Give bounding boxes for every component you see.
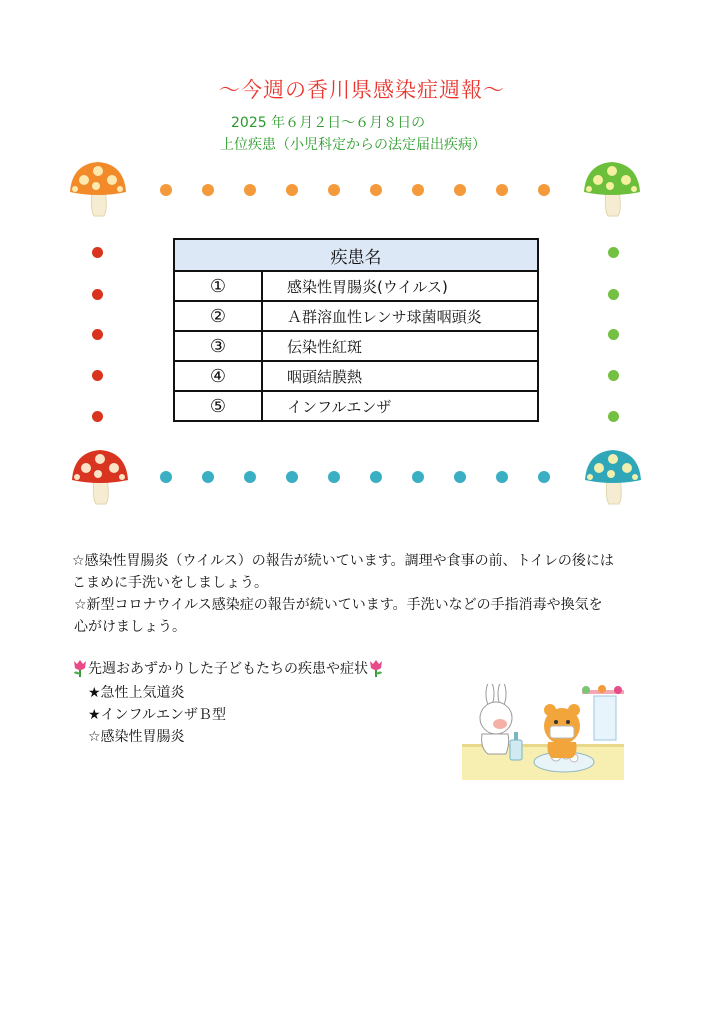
disease-ranking-table	[173, 238, 539, 422]
childcare-heading-text: 先週おあずかりした子どもたちの疾患や症状	[88, 661, 368, 677]
disease-name-cell: 咽頭結膜熱	[262, 361, 538, 391]
rank-cell: ②	[174, 301, 262, 331]
disease-name-cell: Ａ群溶血性レンサ球菌咽頭炎	[262, 301, 538, 331]
decorative-dot	[92, 329, 103, 340]
decorative-dot	[608, 370, 619, 381]
note-line: 心がけましょう。	[74, 619, 186, 635]
note-line: ☆感染性胃腸炎（ウイルス）の報告が続いています。調理や食事の前、トイレの後には	[72, 553, 614, 569]
table-header: 疾患名	[174, 239, 538, 271]
tulip-icon	[72, 659, 88, 677]
mushroom-icon	[583, 448, 643, 506]
decorative-dot	[328, 471, 340, 483]
table-row	[174, 391, 538, 421]
decorative-dot	[286, 471, 298, 483]
decorative-dot	[608, 289, 619, 300]
decorative-dot	[454, 471, 466, 483]
decorative-dot	[538, 184, 550, 196]
date-range: 2025 年６月２日～６月８日の	[231, 115, 426, 131]
list-item: ★急性上気道炎	[88, 685, 185, 701]
table-row	[174, 271, 538, 301]
decorative-dot	[412, 471, 424, 483]
list-item: ★インフルエンザＢ型	[88, 707, 226, 723]
page-title: ～今週の香川県感染症週報～	[219, 78, 505, 102]
decorative-dot	[328, 184, 340, 196]
tulip-icon	[368, 659, 384, 677]
decorative-dot	[454, 184, 466, 196]
decorative-dot	[202, 184, 214, 196]
decorative-dot	[538, 471, 550, 483]
decorative-dot	[244, 184, 256, 196]
disease-name-cell: インフルエンザ	[262, 391, 538, 421]
mushroom-icon	[582, 160, 642, 218]
mushroom-icon	[68, 160, 128, 218]
decorative-dot	[608, 411, 619, 422]
decorative-dot	[608, 329, 619, 340]
rank-cell: ③	[174, 331, 262, 361]
note-line: こまめに手洗いをしましょう。	[72, 575, 268, 591]
decorative-dot	[92, 370, 103, 381]
childcare-heading	[72, 658, 384, 678]
rank-cell: ⑤	[174, 391, 262, 421]
report-description: 上位疾患（小児科定からの法定届出疾病）	[220, 137, 486, 153]
decorative-dot	[496, 471, 508, 483]
rank-cell: ①	[174, 271, 262, 301]
note-covid	[74, 594, 603, 638]
decorative-dot	[370, 184, 382, 196]
disease-name-cell: 伝染性紅斑	[262, 331, 538, 361]
table-row	[174, 361, 538, 391]
disease-name-cell: 感染性胃腸炎(ウイルス)	[262, 271, 538, 301]
decorative-dot	[92, 289, 103, 300]
decorative-dot	[244, 471, 256, 483]
table-row	[174, 301, 538, 331]
table-header-row	[174, 239, 538, 271]
decorative-dot	[160, 184, 172, 196]
decorative-dot	[496, 184, 508, 196]
decorative-dot	[202, 471, 214, 483]
note-gastroenteritis	[72, 550, 614, 594]
table-row	[174, 331, 538, 361]
decorative-dot	[92, 411, 103, 422]
decorative-dot	[286, 184, 298, 196]
decorative-dot	[370, 471, 382, 483]
note-line: ☆新型コロナウイルス感染症の報告が続いています。手洗いなどの手指消毒や換気を	[74, 597, 603, 613]
handwashing-illustration	[462, 684, 624, 780]
decorative-dot	[92, 247, 103, 258]
list-item: ☆感染性胃腸炎	[88, 729, 185, 745]
decorative-dot	[608, 247, 619, 258]
decorative-dot	[412, 184, 424, 196]
mushroom-icon	[70, 448, 130, 506]
rank-cell: ④	[174, 361, 262, 391]
decorative-dot	[160, 471, 172, 483]
